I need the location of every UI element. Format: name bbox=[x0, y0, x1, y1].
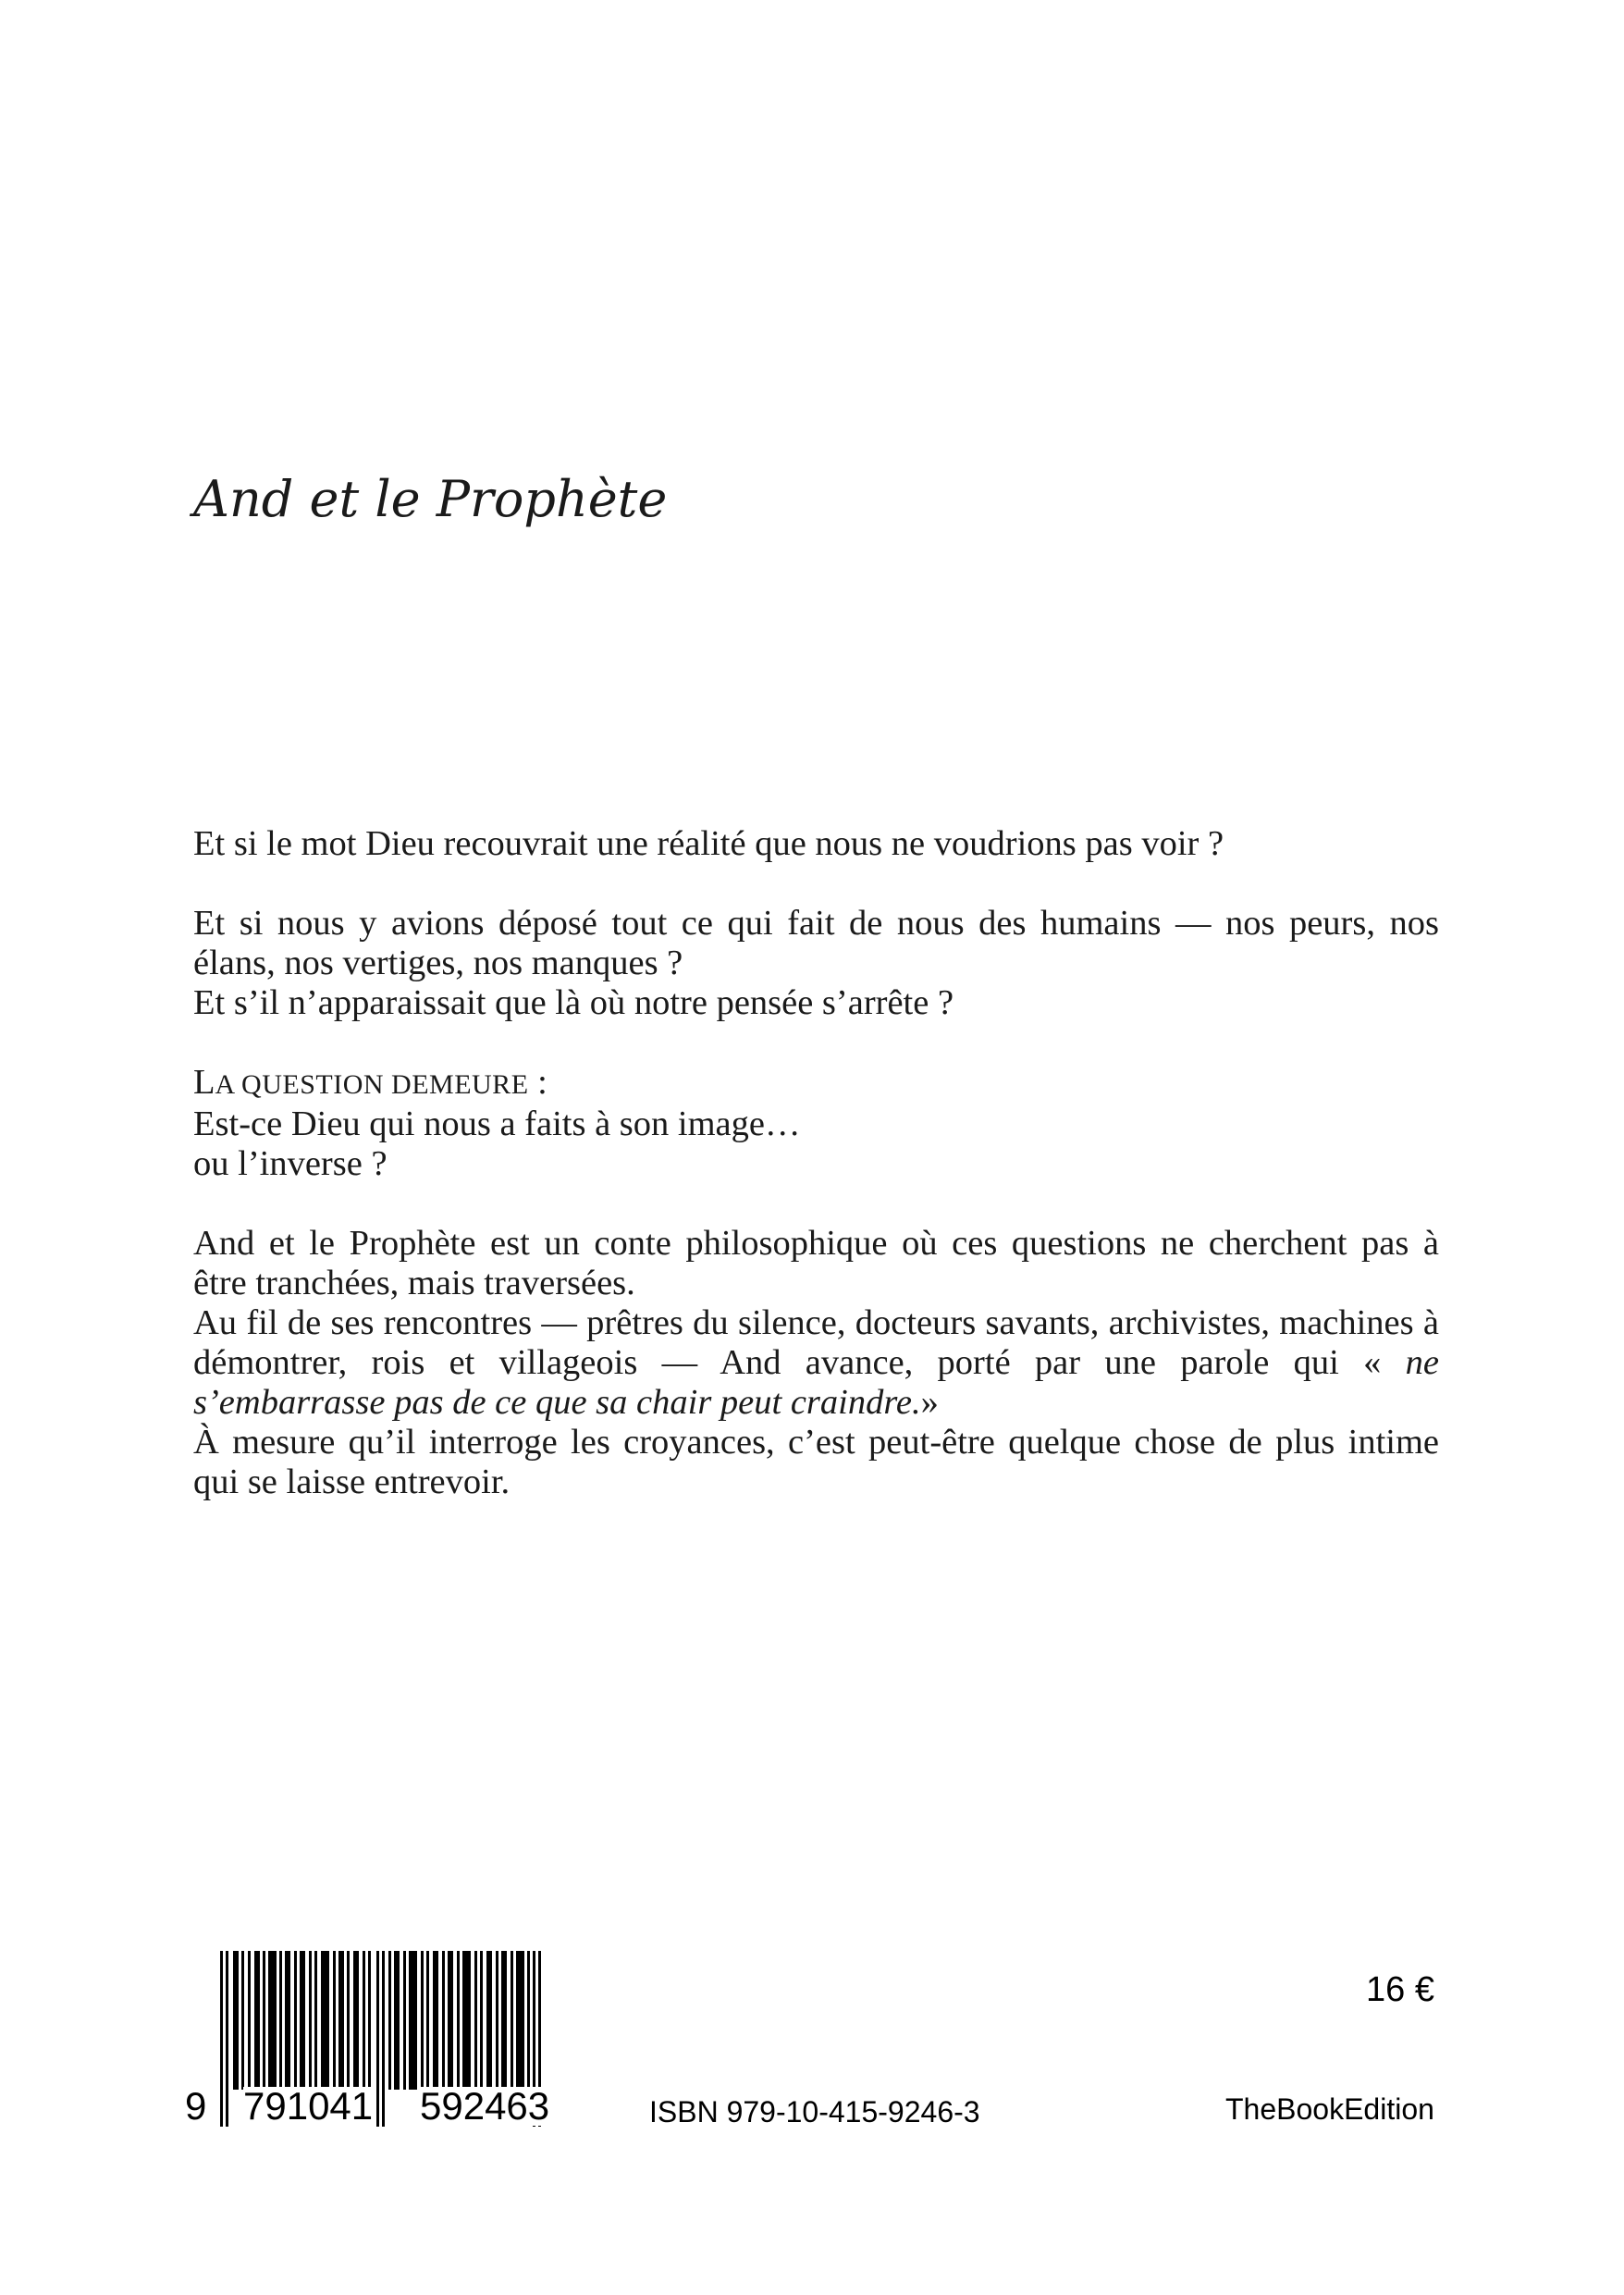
blurb-para2-line-2 bbox=[193, 1343, 1439, 1383]
quote-start-italic: ne bbox=[1405, 1343, 1439, 1382]
blurb-question-3: Et s’il n’apparaissait que là où notre pensée s’arrête ? bbox=[193, 983, 954, 1022]
blurb-para3-line-2: qui se laisse entrevoir. bbox=[193, 1462, 511, 1501]
blurb-question-1: Et si le mot Dieu recouvrait une réalité que nous ne voudrions pas voir ? bbox=[193, 824, 1224, 863]
blurb-para1-line-1: And et le Prophète est un conte philosophique où ces questions ne cherchent pas à bbox=[193, 1224, 1439, 1263]
blurb-question-2-line-2: élans, nos vertiges, nos manques ? bbox=[193, 944, 683, 982]
price-label: 16 € bbox=[1366, 1970, 1434, 2009]
barcode-digits-left: 791041 bbox=[243, 2084, 374, 2128]
heading-small-caps: A QUESTION DEMEURE bbox=[215, 1069, 529, 1100]
quote-italic: s’embarrasse pas de ce que sa chair peut craindre. bbox=[193, 1383, 921, 1422]
heading-initial: L bbox=[193, 1063, 215, 1102]
publisher-name: TheBookEdition bbox=[1225, 2092, 1434, 2126]
paragraph-gap bbox=[193, 1023, 1439, 1063]
blurb-line-b: ou l’inverse ? bbox=[193, 1144, 388, 1183]
isbn-number: ISBN 979-10-415-9246-3 bbox=[649, 2095, 980, 2128]
blurb-line-a: Est-ce Dieu qui nous a faits à son image… bbox=[193, 1104, 801, 1143]
para2-line2-text: démontrer, rois et villageois — And avance, porté par une parole qui « bbox=[193, 1343, 1406, 1382]
blurb-para3-line-1: À mesure qu’il interroge les croyances, c’est peut-être quelque chose de plus intime bbox=[193, 1423, 1439, 1462]
back-cover-blurb bbox=[193, 824, 1439, 1502]
heading-colon: : bbox=[528, 1063, 547, 1102]
paragraph-gap bbox=[193, 864, 1439, 904]
blurb-question-2-line-1: Et si nous y avions déposé tout ce qui fait de nous des humains — nos peurs, nos bbox=[193, 904, 1439, 943]
barcode-digits-lead: 9 bbox=[185, 2084, 207, 2128]
blurb-para2-line-1: Au fil de ses rencontres — prêtres du silence, docteurs savants, archivistes, machines à bbox=[193, 1303, 1439, 1342]
quote-close: » bbox=[920, 1383, 939, 1422]
barcode-digits-right: 592463 bbox=[420, 2084, 550, 2128]
paragraph-gap bbox=[193, 1184, 1439, 1224]
blurb-para2-line-3 bbox=[193, 1383, 1439, 1423]
book-title: And et le Prophète bbox=[193, 470, 668, 528]
blurb-heading bbox=[193, 1063, 1439, 1104]
blurb-para1-line-2: être tranchées, mais traversées. bbox=[193, 1264, 635, 1302]
